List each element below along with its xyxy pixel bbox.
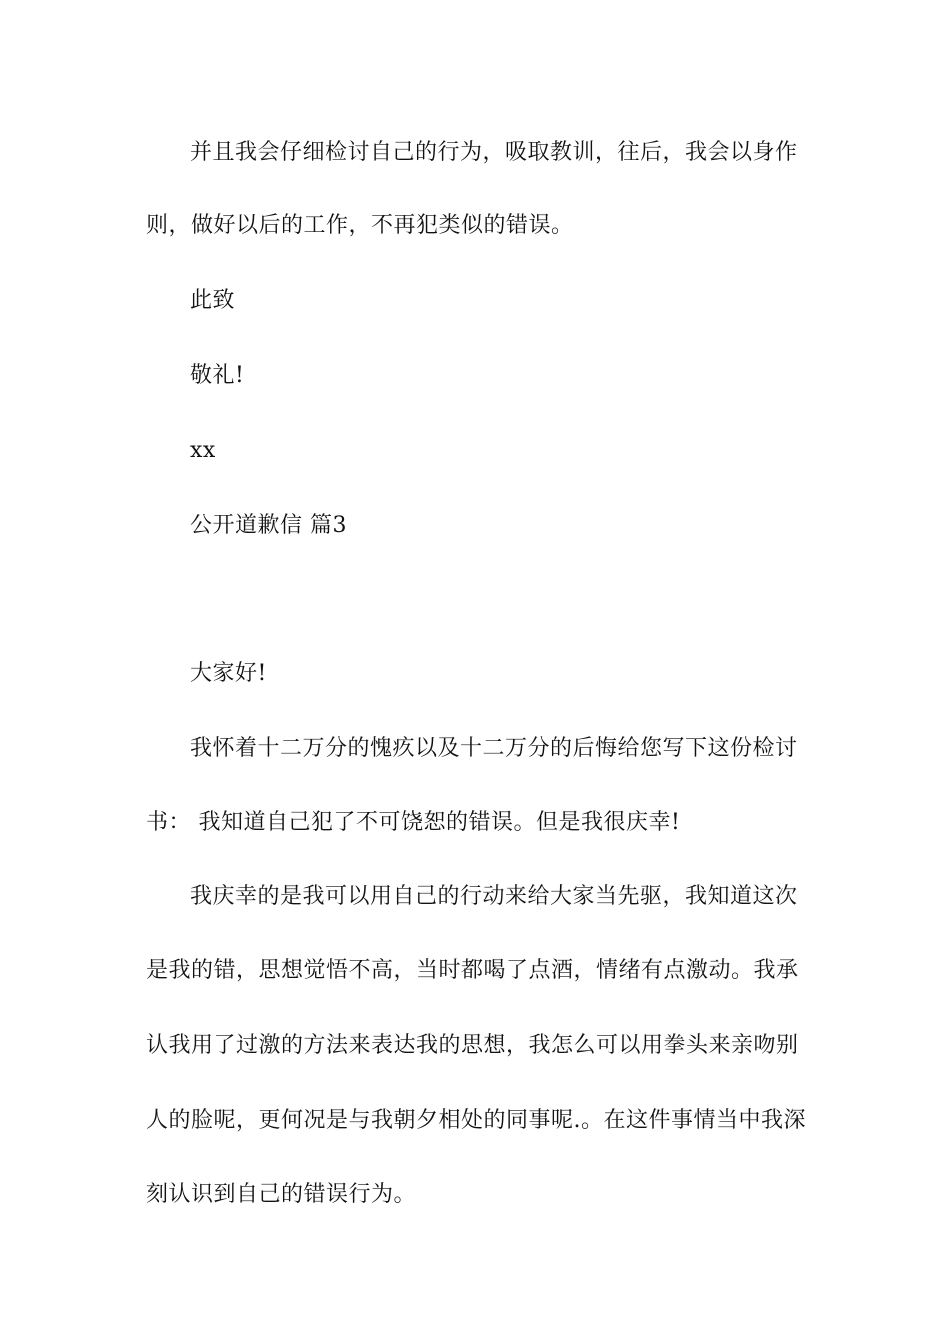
- paragraph-line: 认我用了过激的方法来表达我的思想，我怎么可以用拳头来亲吻别: [146, 1033, 799, 1058]
- greeting: 大家好!: [190, 661, 267, 686]
- closing-regards: 敬礼!: [190, 363, 245, 388]
- paragraph-line: 刻认识到自己的错误行为。: [146, 1182, 417, 1207]
- paragraph-line: 我怀着十二万分的愧疚以及十二万分的后悔给您写下这份检讨: [190, 736, 798, 761]
- paragraph-line: 人的脸呢，更何况是与我朝夕相处的同事呢.。在这件事情当中我深: [146, 1108, 806, 1133]
- paragraph-line: 书： 我知道自己犯了不可饶恕的错误。但是我很庆幸!: [146, 810, 681, 835]
- closing-salutation: 此致: [190, 288, 236, 313]
- signature: xx: [190, 438, 216, 463]
- paragraph-line: 并且我会仔细检讨自己的行为，吸取教训，往后，我会以身作: [190, 140, 798, 165]
- paragraph-line: 则，做好以后的工作，不再犯类似的错误。: [146, 213, 574, 238]
- section-title: 公开道歉信 篇3: [190, 513, 347, 538]
- paragraph-line: 我庆幸的是我可以用自己的行动来给大家当先驱，我知道这次: [190, 884, 798, 909]
- paragraph-line: 是我的错，思想觉悟不高，当时都喝了点酒，情绪有点激动。我承: [146, 958, 799, 983]
